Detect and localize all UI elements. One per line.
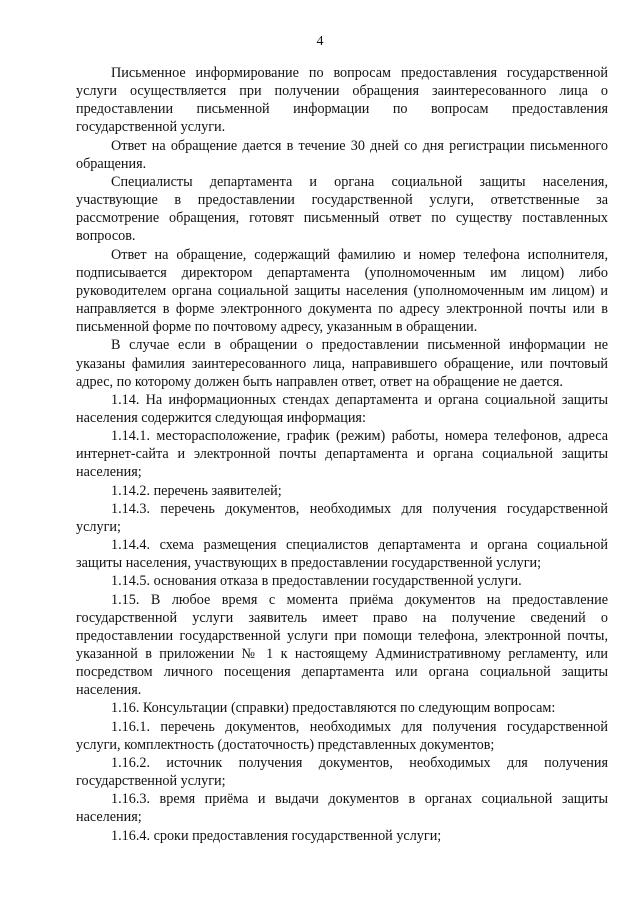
paragraph: 1.14.1. месторасположение, график (режим) работы, номера телефонов, адреса интернет-сайта и электронной почты департамента и органа социальной защиты населения; [76,428,608,481]
document-body [76,64,608,845]
page-number: 4 [316,34,324,49]
paragraph: 1.16.3. время приёма и выдачи документов в органах социальной защиты населения; [76,791,608,826]
paragraph: 1.14. На информационных стендах департамента и органа социальной защиты населения содержится следующая информация: [76,391,608,426]
paragraph: Письменное информирование по вопросам предоставления государственной услуги осуществляется при получении обращения заинтересованного лица о предоставлении письменной информации по вопросам предоставления государственной услуги. [76,65,608,136]
paragraph: Специалисты департамента и органа социальной защиты населения, участвующие в предоставлении государственной услуги, ответственные за рассмотрение обращения, готовят письменный ответ по существу поставленных вопросов. [76,173,608,245]
paragraph: 1.14.3. перечень документов, необходимых для получения государственной услуги; [76,500,608,535]
paragraph: 1.14.2. перечень заявителей; [111,482,282,499]
paragraph: 1.16.2. источник получения документов, необходимых для получения государственной услуги; [76,754,608,790]
paragraph: 1.16.1. перечень документов, необходимых для получения государственной услуги, комплектность (достаточность) представленных документов; [76,718,608,753]
paragraph: В случае если в обращении о предоставлении письменной информации не указаны фамилия заинтересованного лица, направившего обращение, или почтовый адрес, по которому должен быть направлен ответ, ответ на обращение не дается. [76,337,608,390]
paragraph: 1.16.4. сроки предоставления государственной услуги; [111,827,442,844]
paragraph: Ответ на обращение, содержащий фамилию и номер телефона исполнителя, подписывается директором департамента (уполномоченным им лицом) либо руководителем органа социальной защиты населения (уполномоченным им лицом) и направляется в форме электронного документа по адресу электронной почты или в письменной форме по почтовому адресу, указанным в обращении. [76,246,608,336]
paragraph: 1.16. Консультации (справки) предоставляются по следующим вопросам: [111,700,556,717]
paragraph: 1.15. В любое время с момента приёма документов на предоставление государственной услуги заявитель имеет право на получение сведений о предоставлении государственной услуги при помощи телефона, электронной почты, указанной в приложении № 1 к настоящему Административному регламенту, или посредством личного посещения департамента или органа социальной защиты населения. [76,591,608,699]
paragraph: 1.14.4. схема размещения специалистов департамента и органа социальной защиты населения, участвующих в предоставлении государственной услуги; [76,537,608,572]
paragraph: Ответ на обращение дается в течение 30 дней со дня регистрации письменного обращения. [76,137,608,172]
paragraph: 1.14.5. основания отказа в предоставлении государственной услуги. [111,573,522,590]
